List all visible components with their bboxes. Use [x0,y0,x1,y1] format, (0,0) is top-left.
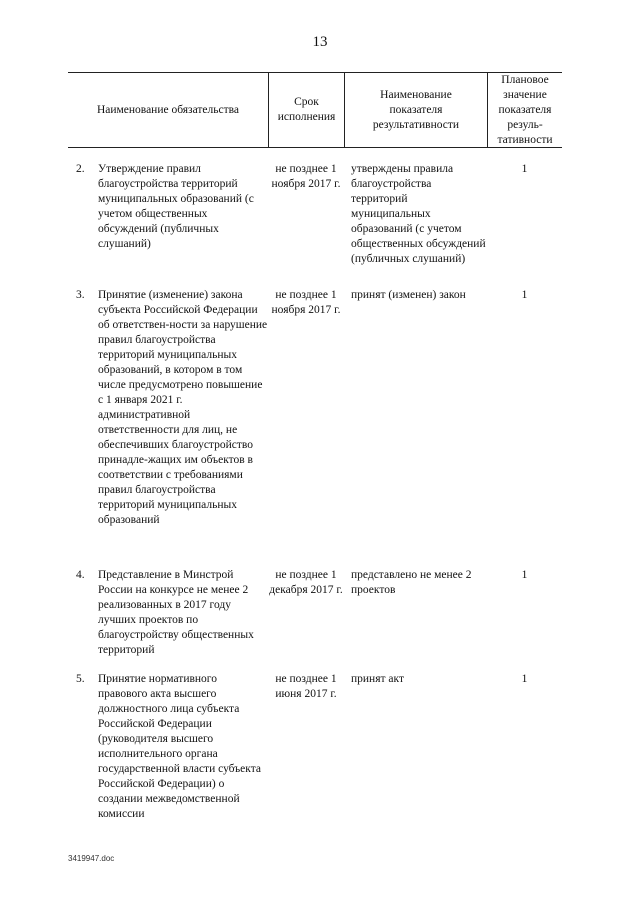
table-header [68,72,562,148]
planned-value: 1 [521,569,528,581]
deadline-text: не позднее 1 ноября 2017 г. [271,289,341,316]
row-number: 5. [76,673,85,685]
row-number: 3. [76,289,85,301]
indicator-text: принят акт [351,673,404,685]
deadline-text: не позднее 1 декабря 2017 г. [269,569,343,596]
indicator-text: утверждены правила благоустройства территорий муниципальных образований (с учетом общественных обсуждений (публичных слушаний) [351,163,486,265]
row-number: 2. [76,163,85,175]
page-number: 13 [312,34,328,50]
obligation-text: Утверждение правил благоустройства территорий муниципальных образований (с учетом общественных обсуждений (публичных слушаний) [98,163,254,250]
planned-value: 1 [521,289,528,301]
obligation-text: Принятие (изменение) закона субъекта Российской Федерации об ответствен-ности за нарушение правил благоустройства территорий муниципальных образований, в котором в том числе предусмотрено повышение с 1 января 2021 г. административной ответственности для лиц, не обеспечивших благоустройство принадле-жащих им объектов в соответствии с требованиями правил благоустройства территорий муниципальных образований [98,289,268,526]
indicator-text: принят (изменен) закон [351,289,466,301]
deadline-text: не позднее 1 июня 2017 г. [275,673,337,700]
indicator-text: представлено не менее 2 проектов [351,569,472,596]
planned-value: 1 [521,673,528,685]
header-indicator: Наименование показателя результативности [344,73,487,147]
header-planned-value: Плановое значение показателя резуль-тативности [487,73,562,147]
obligation-text: Принятие нормативного правового акта высшего должностного лица субъекта Российской Федерации (руководителя высшего исполнительного органа государственной власти субъекта Российской Федерации) о создании межведомственной комиссии [98,673,261,820]
document-footer: 3419947.doc [68,854,115,863]
deadline-text: не позднее 1 ноября 2017 г. [271,163,341,190]
obligation-text: Представление в Минстрой России на конкурсе не менее 2 реализованных в 2017 году лучших проектов по благоустройству общественных территорий [98,569,254,656]
planned-value: 1 [521,163,528,175]
header-obligation: Наименование обязательства [96,103,240,116]
row-number: 4. [76,569,85,581]
header-deadline: Срок исполнения [268,73,344,147]
